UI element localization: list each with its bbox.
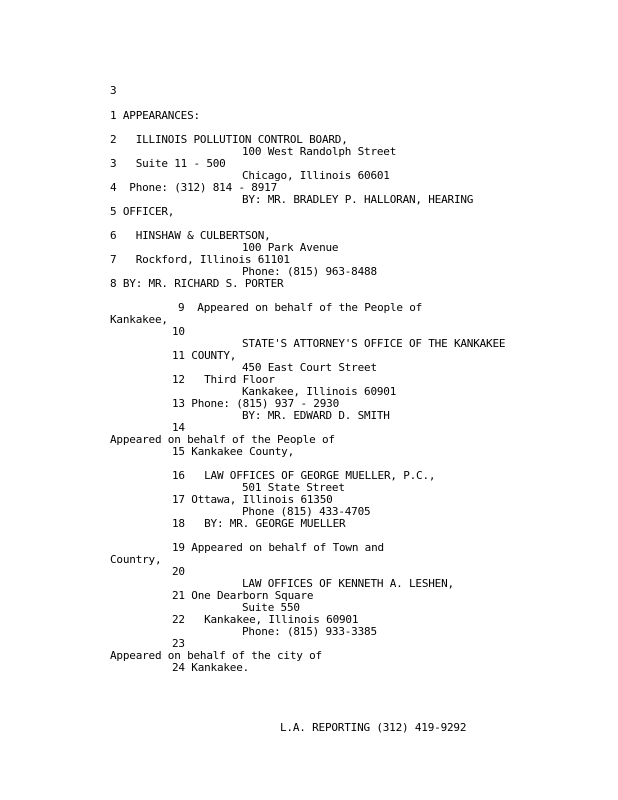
transcript-line: 9 Appeared on behalf of the People of	[178, 301, 423, 314]
transcript-line: Phone (815) 433-4705	[242, 505, 371, 518]
transcript-line: Appeared on behalf of the People of	[110, 433, 335, 446]
transcript-line: 450 East Court Street	[242, 361, 377, 374]
transcript-line: Chicago, Illinois 60601	[242, 169, 390, 182]
transcript-line: 5 OFFICER,	[110, 205, 175, 218]
transcript-line: 8 BY: MR. RICHARD S. PORTER	[110, 277, 284, 290]
transcript-line: 23	[172, 637, 185, 650]
transcript-line: Appeared on behalf of the city of	[110, 649, 322, 662]
transcript-line: 24 Kankakee.	[172, 661, 250, 674]
transcript-line: Country,	[110, 553, 162, 566]
transcript-line: Suite 550	[242, 601, 300, 614]
transcript-line: STATE'S ATTORNEY'S OFFICE OF THE KANKAKEE	[242, 337, 506, 350]
transcript-line: 501 State Street	[242, 481, 345, 494]
transcript-line: 11 COUNTY,	[172, 349, 237, 362]
transcript-line: Kankakee,	[110, 313, 168, 326]
transcript-line: 15 Kankakee County,	[172, 445, 295, 458]
transcript-line: Kankakee, Illinois 60901	[242, 385, 397, 398]
transcript-line: 20	[172, 565, 185, 578]
transcript-line: 17 Ottawa, Illinois 61350	[172, 493, 333, 506]
transcript-line: 10	[172, 325, 185, 338]
transcript-line: 4 Phone: (312) 814 - 8917	[110, 181, 277, 194]
transcript-line: 2 ILLINOIS POLLUTION CONTROL BOARD,	[110, 133, 348, 146]
transcript-line: 100 Park Avenue	[242, 241, 339, 254]
transcript-line: 19 Appeared on behalf of Town and	[172, 541, 384, 554]
transcript-line: BY: MR. BRADLEY P. HALLORAN, HEARING	[242, 193, 474, 206]
transcript-line: 1 APPEARANCES:	[110, 109, 200, 122]
transcript-line: 7 Rockford, Illinois 61101	[110, 253, 290, 266]
transcript-line: 18 BY: MR. GEORGE MUELLER	[172, 517, 346, 530]
transcript-line: Phone: (815) 963-8488	[242, 265, 377, 278]
page-number: 3	[110, 84, 117, 97]
transcript-line: 21 One Dearborn Square	[172, 589, 314, 602]
transcript-line: 3 Suite 11 - 500	[110, 157, 226, 170]
transcript-line: BY: MR. EDWARD D. SMITH	[242, 409, 390, 422]
transcript-line: LAW OFFICES OF KENNETH A. LESHEN,	[242, 577, 454, 590]
reporter-footer: L.A. REPORTING (312) 419-9292	[280, 721, 467, 734]
transcript-line: 14	[172, 421, 185, 434]
transcript-line: 16 LAW OFFICES OF GEORGE MUELLER, P.C.,	[172, 469, 436, 482]
transcript-line: 13 Phone: (815) 937 - 2930	[172, 397, 339, 410]
transcript-line: 100 West Randolph Street	[242, 145, 397, 158]
transcript-line: 22 Kankakee, Illinois 60901	[172, 613, 359, 626]
transcript-line: Phone: (815) 933-3385	[242, 625, 377, 638]
transcript-line: 6 HINSHAW & CULBERTSON,	[110, 229, 271, 242]
transcript-line: 12 Third Floor	[172, 373, 275, 386]
